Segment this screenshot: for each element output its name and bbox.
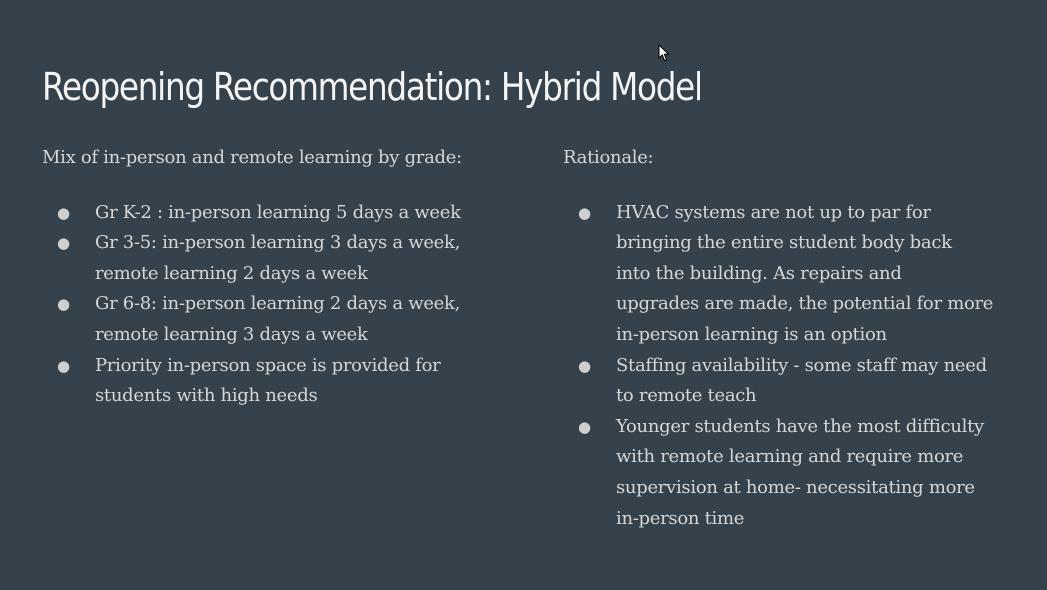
right-column xyxy=(563,143,1033,534)
slide-title: Reopening Recommendation: Hybrid Model xyxy=(42,65,702,109)
list-item xyxy=(42,351,512,412)
bullet-line: Staffing availability - some staff may need xyxy=(616,354,987,376)
bullet-line: in-person time xyxy=(616,507,745,529)
bullet-icon: ● xyxy=(578,417,591,436)
bullet-line: Younger students have the most difficulty xyxy=(616,415,984,437)
bullet-line: to remote teach xyxy=(616,385,757,407)
bullet-line: Gr 6-8: in-person learning 2 days a week, xyxy=(95,293,461,315)
bullet-icon: ● xyxy=(578,356,591,375)
list-item xyxy=(42,228,512,289)
left-column-heading: Mix of in-person and remote learning by grade: xyxy=(42,147,462,168)
bullet-line: Gr 3-5: in-person learning 3 days a week, xyxy=(95,232,461,254)
list-item xyxy=(563,198,1033,351)
bullet-line: bringing the entire student body back xyxy=(616,232,952,254)
list-item xyxy=(563,351,1033,412)
bullet-line: Priority in-person space is provided for xyxy=(95,354,441,376)
bullet-line: remote learning 2 days a week xyxy=(95,262,368,284)
list-item xyxy=(563,412,1033,534)
bullet-line: remote learning 3 days a week xyxy=(95,323,368,345)
bullet-line: into the building. As repairs and xyxy=(616,262,902,284)
left-column xyxy=(42,143,512,412)
bullet-icon: ● xyxy=(57,295,70,314)
right-column-heading: Rationale: xyxy=(563,147,654,168)
bullet-line: students with high needs xyxy=(95,385,318,407)
list-item xyxy=(42,198,512,229)
bullet-line: Gr K-2 : in-person learning 5 days a week xyxy=(95,201,461,223)
bullet-line: HVAC systems are not up to par for xyxy=(616,201,931,223)
bullet-icon: ● xyxy=(57,356,70,375)
bullet-line: in-person learning is an option xyxy=(616,323,887,345)
bullet-icon: ● xyxy=(578,203,591,222)
bullet-line: upgrades are made, the potential for more xyxy=(616,293,994,315)
left-bullet-list xyxy=(42,198,512,412)
bullet-icon: ● xyxy=(57,203,70,222)
bullet-icon: ● xyxy=(57,234,70,253)
list-item xyxy=(42,289,512,350)
bullet-line: with remote learning and require more xyxy=(616,446,964,468)
mouse-pointer-icon xyxy=(658,44,670,62)
bullet-line: supervision at home- necessitating more xyxy=(616,476,975,498)
right-bullet-list xyxy=(563,198,1033,535)
